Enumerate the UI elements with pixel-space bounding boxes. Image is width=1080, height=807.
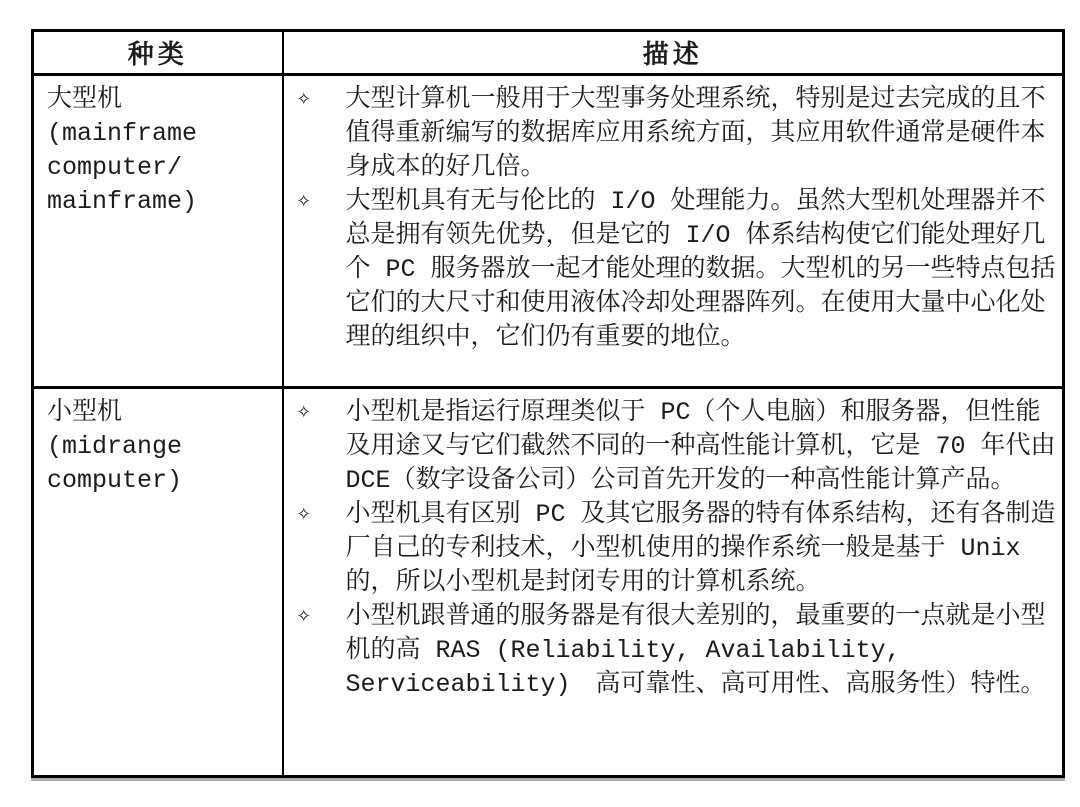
bullet-text: 大型计算机一般用于大型事务处理系统，特别是过去完成的且不值得重新编写的数据库应用系统方面，其应用软件通常是硬件本身成本的好几倍。 [345, 85, 1046, 182]
type-cell [33, 75, 283, 388]
diamond-bullet-icon: ✧ [296, 501, 311, 528]
bullet-item [284, 185, 1057, 355]
type-line: (mainframe [47, 119, 198, 148]
header-cell-type: 种类 [33, 31, 283, 75]
table-row [33, 75, 1064, 388]
type-line: mainframe) [47, 187, 198, 216]
header-cell-description: 描述 [283, 31, 1064, 75]
bullet-text: 小型机具有区别 PC 及其它服务器的特有体系结构，还有各制造厂自己的专利技术，小型机使用的操作系统一般是基于 Unix 的，所以小型机是封闭专用的计算机系统。 [345, 500, 1056, 597]
type-cell [33, 388, 283, 777]
bullet-text: 小型机跟普通的服务器是有很大差别的，最重要的一点就是小型机的高 RAS (Reliability, Availability, Serviceability) 高可靠性、高可用性、高服务性）特性。 [345, 602, 1046, 699]
type-line: (midrange [47, 432, 183, 461]
type-line: 大型机 [47, 85, 123, 114]
description-cell [283, 75, 1064, 388]
header-row [33, 31, 1064, 75]
bullet-item [284, 83, 1057, 185]
diamond-bullet-icon: ✧ [296, 86, 311, 113]
diamond-bullet-icon: ✧ [296, 603, 311, 630]
table-row [33, 388, 1064, 777]
type-line: 小型机 [47, 398, 123, 427]
type-line: computer/ [47, 153, 183, 182]
computer-types-table [31, 29, 1071, 778]
type-line: computer) [47, 466, 183, 495]
bullet-item [284, 600, 1057, 702]
description-cell [283, 388, 1071, 777]
bullet-item [284, 396, 1071, 498]
diamond-bullet-icon: ✧ [296, 399, 311, 426]
diamond-bullet-icon: ✧ [296, 188, 311, 215]
bullet-item [284, 498, 1057, 600]
bullet-text: 小型机是指运行原理类似于 PC（个人电脑）和服务器，但性能及用途又与它们截然不同的一种高性能计算机，它是 70 年代由 DCE（数字设备公司）公司首先开发的一种高性能计算产品。 [345, 398, 1071, 495]
table-body [33, 75, 1071, 777]
bullet-text: 大型机具有无与伦比的 I/O 处理能力。虽然大型机处理器并不总是拥有领先优势，但是它的 I/O 体系结构使它们能处理好几个 PC 服务器放一起才能处理的数据。大型机的另一些特点包括它们的大尺寸和使用液体冷却处理器阵列。在使用大量中心化处理的组织中，它们仍有重要的地位。 [345, 187, 1056, 352]
